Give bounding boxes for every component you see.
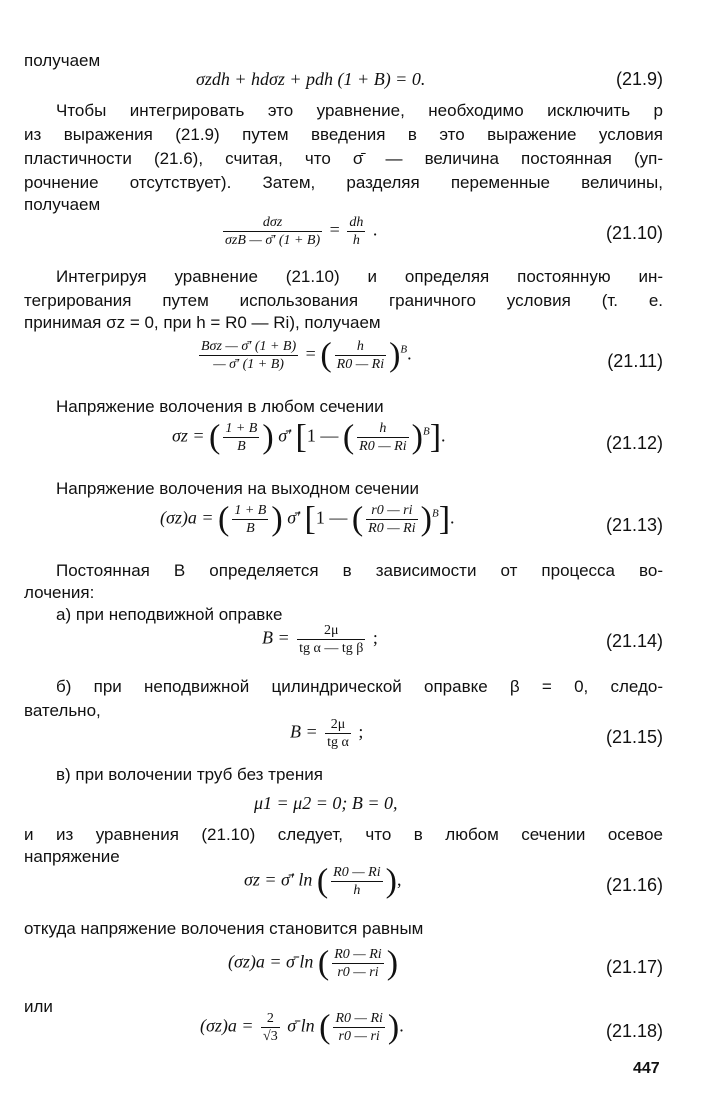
fraction-numerator: h <box>335 338 386 356</box>
equation-21-16: σz = σ̄′ ln ( $\frac{R0 — Ri}{h}$ ), <box>244 862 402 900</box>
fraction-denominator: R0 — Ri <box>336 357 385 372</box>
fraction-denominator: tg α <box>327 735 349 750</box>
fraction-denominator: σzB — σ̄′ (1 + B) <box>225 233 321 248</box>
paragraph-intro: получаем <box>24 51 101 70</box>
equation-21-15: B = $\frac{2\mu}{\text{tg α}}$ ; <box>290 717 364 750</box>
equation-lhs: σz = <box>172 425 205 446</box>
equation-number-21-11: (21.11) <box>607 351 663 371</box>
equation-number-21-10: (21.10) <box>605 223 663 243</box>
equation-number-21-18: (21.18) <box>605 1021 663 1041</box>
equation-number-21-15: (21.15) <box>605 727 663 747</box>
fraction-denominator: B <box>237 439 246 454</box>
fraction-denominator: R0 — Ri <box>368 521 416 536</box>
equation-number-21-16: (21.16) <box>605 875 663 895</box>
fraction-numerator: 1 + B <box>225 421 258 436</box>
fraction-numerator: dσz <box>223 214 322 232</box>
fraction-denominator: √3 <box>263 1029 278 1044</box>
paragraph-line: напряжение <box>24 847 120 866</box>
equation-number-21-13: (21.13) <box>605 515 663 535</box>
paragraph-line: Чтобы интегрировать это уравнение, необходимо исключить p <box>56 101 663 120</box>
paragraph-line: тегрирования путем использования граничного условия (т. е. <box>24 291 663 310</box>
equation-21-9: σzdh + hdσz + pdh (1 + B) = 0. <box>196 69 426 89</box>
sigma-symbol: σ̄′ <box>287 507 301 528</box>
paragraph-line: из выражения (21.9) путем введения в это выражение условия <box>24 125 663 144</box>
equation-21-12: σz = ( $\frac{1 + B}{B}$ ) σ̄′ [1 — ( $\frac{h}{R0 — Ri}$ )$^B$]. <box>172 418 446 456</box>
fraction-numerator: r0 — ri <box>366 502 417 520</box>
fraction-numerator: 2μ <box>325 716 351 734</box>
equation-number-21-17: (21.17) <box>605 957 663 977</box>
sigma-symbol: σ̄′ <box>278 425 292 446</box>
fraction-denominator: h <box>353 883 361 898</box>
equation-21-13: (σz)a = ( $\frac{1 + B}{B}$ ) σ̄′ [1 — ( $\frac{r0 — ri}{R0 — Ri}$ )$^B$]. <box>160 500 455 538</box>
equation-number-21-12: (21.12) <box>605 433 663 453</box>
fraction-numerator: R0 — Ri <box>333 865 381 880</box>
sigma-ln: σ̄ ln <box>287 1015 315 1036</box>
equation-21-11: $\frac{\text{Bσz — σ̄′ (1 + B)}}{— \sigmā' (1 + B)}$ = ( $\frac{h}{R0 — Ri}$ )$^B$. <box>201 336 412 374</box>
fraction-denominator: tg α — tg β <box>299 641 364 656</box>
fraction-numerator: 2μ <box>297 622 365 640</box>
page-number: 447 <box>633 1060 660 1077</box>
paragraph-line: пластичности (21.6), считая, что σ̄ — величина постоянная (уп- <box>24 149 663 168</box>
paragraph-line: или <box>24 997 53 1016</box>
paragraph-line: лочения: <box>24 583 95 602</box>
fraction-numerator: R0 — Ri <box>335 1011 383 1026</box>
equation-term: 1 — <box>315 507 348 528</box>
equation-term: 1 — <box>306 425 339 446</box>
equation-number-21-9: (21.9) <box>615 69 663 89</box>
paragraph-line: в) при волочении труб без трения <box>56 765 323 784</box>
fraction-denominator: R0 — Ri <box>359 439 407 454</box>
equation-number-21-14: (21.14) <box>605 631 663 651</box>
fraction-denominator: — σ̄′ (1 + B) <box>213 357 284 372</box>
equation-lhs: (σz)a = <box>200 1015 254 1036</box>
equation-lhs: B = <box>290 721 318 742</box>
equation-21-18: (σz)a = $\frac{2}{√3}$ σ̄ ln ( $\frac{R0 — Ri}{r0 — ri}$ ). <box>200 1008 404 1046</box>
equation-lhs: σz = σ̄′ ln <box>244 869 313 890</box>
fraction-numerator: h <box>357 420 408 438</box>
paragraph-line: Напряжение волочения в любом сечении <box>56 397 384 416</box>
paragraph-line: вательно, <box>24 701 101 720</box>
equation-lhs: (σz)a = σ̄ ln <box>228 951 314 972</box>
equation-mu-zero: μ1 = μ2 = 0; B = 0, <box>254 793 398 813</box>
fraction-numerator: Bσz — σ̄′ (1 + B) <box>201 339 297 354</box>
fraction-denominator: r0 — ri <box>338 1029 380 1044</box>
fraction-numerator: 2 <box>261 1010 280 1028</box>
paragraph-line: б) при неподвижной цилиндрической оправке β = 0, следо- <box>56 677 663 696</box>
paragraph-line: Интегрируя уравнение (21.10) и определяя постоянную ин- <box>56 267 663 286</box>
equation-lhs: (σz)a = <box>160 507 214 528</box>
fraction-denominator: r0 — ri <box>337 965 379 980</box>
paragraph-line: и из уравнения (21.10) следует, что в любом сечении осевое <box>24 825 663 844</box>
fraction-numerator: dh <box>349 215 364 230</box>
fraction-numerator: 1 + B <box>234 503 267 518</box>
equation-21-10: $\frac{\text{dσz}}{\text{σzB — σ̄′ (1 + B)}}$ = $\frac{dh}{h}$ . <box>225 215 378 248</box>
paragraph-line: а) при неподвижной оправке <box>56 605 283 624</box>
equation-lhs: B = <box>262 627 290 648</box>
paragraph-line: рочнение отсутствует). Затем, разделяя переменные величины, <box>24 173 663 192</box>
equation-21-17: (σz)a = σ̄ ln ( $\frac{R0 — Ri}{r0 — ri}$ ) <box>228 944 399 982</box>
paragraph-line: Напряжение волочения на выходном сечении <box>56 479 419 498</box>
paragraph-line: Постоянная B определяется в зависимости от процесса во- <box>56 561 663 580</box>
fraction-denominator: h <box>352 233 360 248</box>
paragraph-line: принимая σz = 0, при h = R0 — Ri), получаем <box>24 313 381 332</box>
paragraph-line: откуда напряжение волочения становится равным <box>24 919 424 938</box>
fraction-numerator: R0 — Ri <box>334 947 382 962</box>
paragraph-line: получаем <box>24 195 101 214</box>
fraction-denominator: B <box>246 521 255 536</box>
equation-21-14: B = $\frac{2\mu}{\text{tg α — tg β}}$ ; <box>262 623 378 656</box>
